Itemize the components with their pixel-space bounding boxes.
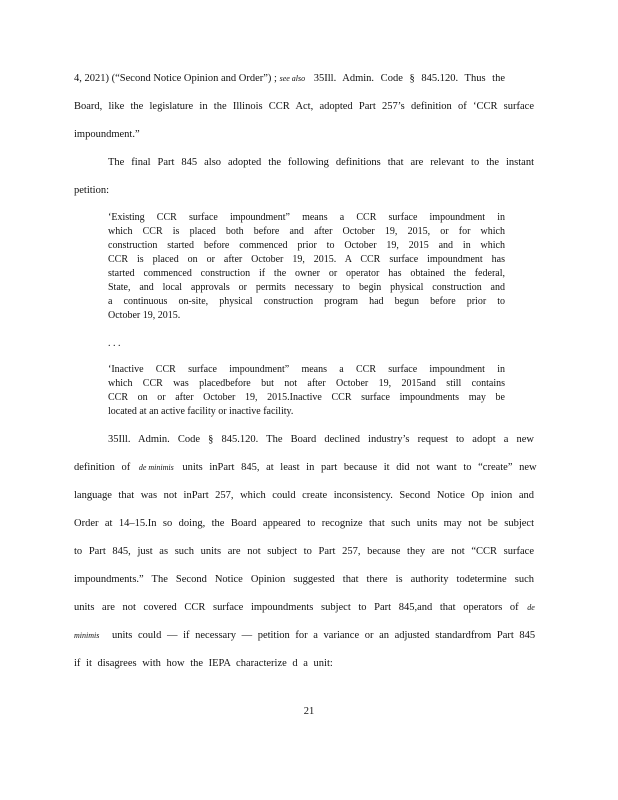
body-line-5: petition: — [74, 185, 109, 196]
quote-line: which CCR is placed both before and after October 19, 2015, or for which — [108, 226, 505, 237]
quote-line: ‘Inactive CCR surface impoundment” means a CCR surface impoundment in — [108, 364, 505, 375]
body-text: units inPart 845, at least in part because it did not want to “create” new — [182, 462, 537, 473]
para2-line-3: language that was not inPart 257, which could create inconsistency. Second Notice Op inion and — [74, 490, 534, 501]
para2-line-6: impoundments.” The Second Notice Opinion suggested that there is authority todetermine such — [74, 574, 534, 585]
italic-de: de — [527, 603, 535, 612]
italic-see-also: see also — [279, 74, 306, 83]
quote-line: October 19, 2015. — [108, 310, 181, 321]
body-line-2: Board, like the legislature in the Illinois CCR Act, adopted Part 257’s definition of ‘CCR surface — [74, 101, 534, 112]
italic-minimis: minimis — [74, 631, 100, 640]
para2-line-5: to Part 845, just as such units are not subject to Part 257, because they are not “CCR surface — [74, 546, 534, 557]
body-line-3: impoundment.” — [74, 129, 140, 140]
para2-line-8 — [74, 630, 534, 641]
body-text: units are not covered CCR surface impoundments subject to Part 845,and that operators of — [74, 602, 519, 613]
body-line-1 — [74, 73, 532, 84]
para2-line-1: 35Ill. Admin. Code § 845.120. The Board declined industry’s request to adopt a new — [108, 434, 534, 445]
quote-line: started commenced construction if the owner or operator has obtained the federal, — [108, 268, 505, 279]
body-text: 35Ill. Admin. Code § 845.120. Thus the — [313, 73, 505, 84]
italic-de-minimis: de minimis — [138, 463, 174, 472]
ellipsis: . . . — [108, 338, 121, 349]
body-line-4: The final Part 845 also adopted the following definitions that are relevant to the instant — [108, 157, 534, 168]
para2-line-7 — [74, 602, 534, 613]
quote-line: construction started before commenced prior to October 19, 2015 and in which — [108, 240, 505, 251]
quote-line: CCR on or after October 19, 2015.Inactive CCR surface impoundments may be — [108, 392, 505, 403]
body-text: definition of — [74, 462, 131, 473]
para2-line-9: if it disagrees with how the IEPA characterize d a unit: — [74, 658, 333, 669]
page-number: 21 — [303, 706, 315, 717]
quote-line: a continuous on-site, physical construction program had begun before prior to — [108, 296, 505, 307]
quote-line: CCR is placed on or after October 19, 2015. A CCR surface impoundment has — [108, 254, 505, 265]
quote-line: State, and local approvals or permits necessary to begin physical construction and — [108, 282, 505, 293]
quote-line: ‘Existing CCR surface impoundment” means a CCR surface impoundment in — [108, 212, 505, 223]
para2-line-2 — [74, 462, 537, 473]
quote-line: located at an active facility or inactive facility. — [108, 406, 294, 417]
body-text: units could — if necessary — petition for a variance or an adjusted standardfrom Part 845 — [111, 630, 536, 641]
para2-line-4: Order at 14–15.In so doing, the Board appeared to recognize that such units may not be subject — [74, 518, 534, 529]
body-text: 4, 2021) (“Second Notice Opinion and Order”) ; — [74, 73, 277, 84]
quote-line: which CCR was placedbefore but not after October 19, 2015and still contains — [108, 378, 505, 389]
